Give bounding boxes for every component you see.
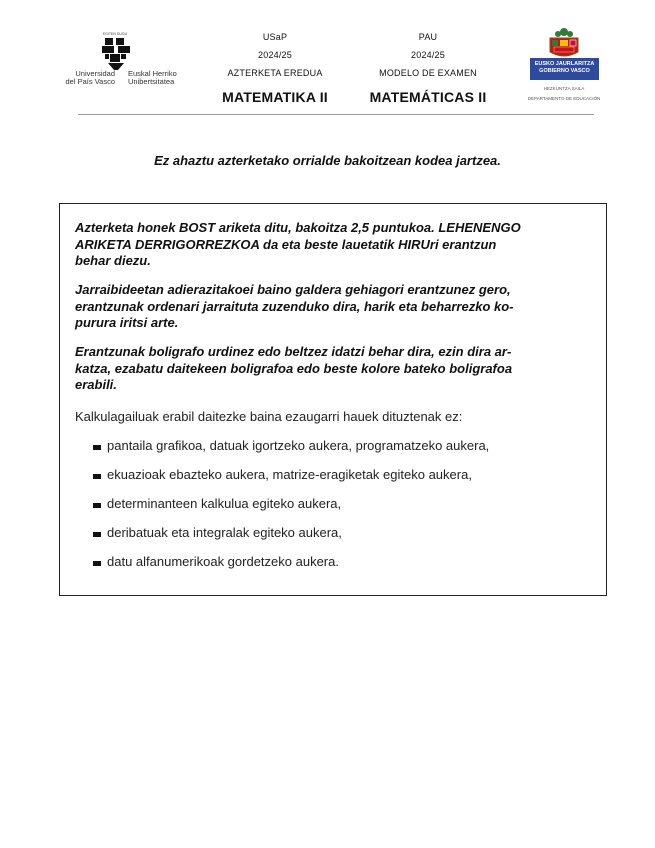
calculator-intro: Kalkulagailuak erabil daitezke baina ezaugarri hauek dituztenak ez: <box>75 409 463 424</box>
header-spanish-column <box>360 33 496 105</box>
header-basque-column <box>212 33 338 105</box>
exam-label-eu: AZTERKETA EREDUA <box>227 68 323 78</box>
list-item: pantaila grafikoa, datuak igortzeko aukera, programatzeko aukera, <box>107 438 490 453</box>
bullet-marker <box>93 503 101 508</box>
upv-name-es: Universidad del País Vasco <box>65 69 115 86</box>
instructions-paragraph-2: Jarraibideetan adierazitakoei baino galdera gehiagori erantzunez gero, erantzunak ordenari jarraituta zuzenduko dira, harik eta beharrezko ko- purura iritsi arte. <box>75 282 514 330</box>
subject-eu: MATEMATIKA II <box>222 89 328 105</box>
bullet-marker <box>93 474 101 479</box>
list-item: datu alfanumerikoak gordetzeko aukera. <box>107 554 339 569</box>
department-name-eu: HEZKUNTZA SAILA <box>543 86 585 91</box>
code-notice: Ez ahaztu azterketako orrialde bakoitzean kodea jartzea. <box>154 153 501 168</box>
bullet-marker <box>93 532 101 537</box>
instructions-paragraph-1: Azterketa honek BOST ariketa ditu, bakoitza 2,5 puntukoa. LEHENENGO ARIKETA DERRIGORREZKOA da eta beste lauetatik HIRUri erantzun behar diezu. <box>75 220 521 268</box>
bullet-marker <box>93 445 101 450</box>
bullet-marker <box>93 561 101 566</box>
exam-code-eu: USaP <box>262 32 288 42</box>
year-eu: 2024/25 <box>258 50 292 60</box>
subject-es: MATEMÁTICAS II <box>369 89 487 105</box>
list-item: determinanteen kalkulua egiteko aukera, <box>107 496 342 511</box>
list-item: deribatuak eta integralak egiteko aukera, <box>107 525 342 540</box>
upv-motto: EGITEN DUGU <box>102 32 128 36</box>
exam-code-es: PAU <box>418 32 438 42</box>
department-name-es: DEPARTAMENTO DE EDUCACIÓN <box>527 96 601 101</box>
upv-name-eu: Euskal Herriko Unibertsitatea <box>128 69 177 86</box>
list-item: ekuazioak ebazteko aukera, matrize-eragiketak egiteko aukera, <box>107 467 472 482</box>
year-es: 2024/25 <box>411 50 445 60</box>
header-divider <box>78 114 594 115</box>
instructions-paragraph-3: Erantzunak boligrafo urdinez edo beltzez idatzi behar dira, ezin dira ar- katza, ezabatu daitekeen boligrafoa edo beste kolore bateko boligrafoa erabili. <box>75 344 513 392</box>
gobierno-vasco-band: EUSKO JAURLARITZA GOBIERNO VASCO <box>530 58 599 80</box>
exam-label-es: MODELO DE EXAMEN <box>379 68 477 78</box>
